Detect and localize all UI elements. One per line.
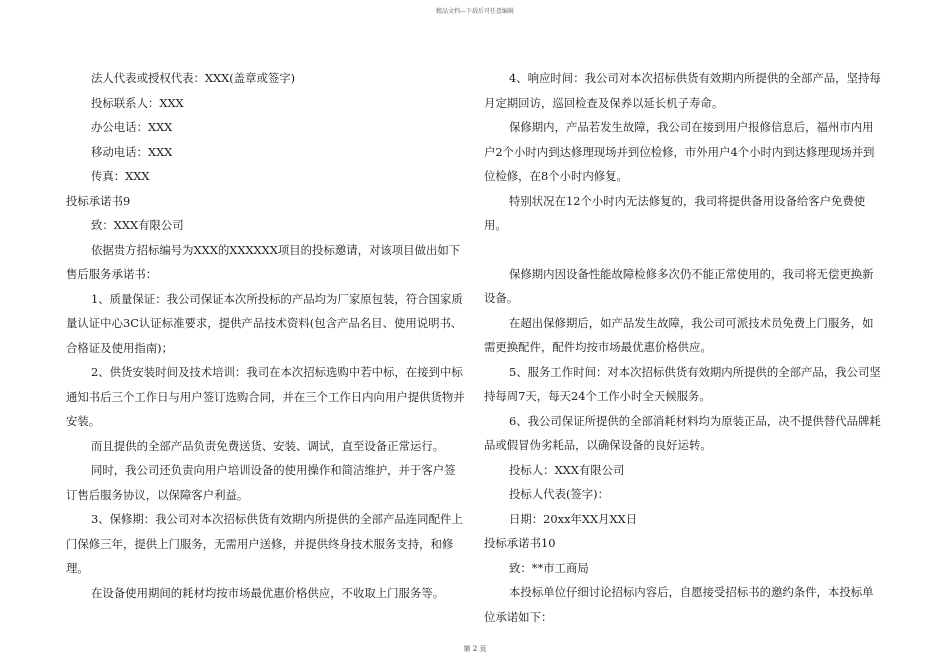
paragraph: 办公电话：XXX [91, 120, 173, 134]
paragraph: 投标承诺书9 [66, 193, 131, 208]
paragraph: 在超出保修期后，如产品发生故障，我公司可派技术员免费上门服务，如需更换配件，配件均按市场最优惠价格供应。 [484, 315, 874, 354]
paragraph: 投标联系人：XXX [91, 95, 184, 110]
paragraph: 移动电话：XXX [91, 144, 173, 159]
paragraph: 致：XXX有限公司 [91, 218, 184, 232]
paragraph: 法人代表或授权代表：XXX(盖章或签字) [91, 71, 296, 85]
paragraph: 同时，我公司还负责向用户培训设备的使用操作和简洁维护，并于客户签订售后服务协议，以保障客户利益。 [66, 463, 456, 502]
paragraph: 致：**市工商局 [509, 560, 589, 575]
page-number: 第 2 页 [463, 645, 487, 653]
blank-line [484, 238, 884, 262]
paragraph: 日期：20xx年XX月XX日 [509, 511, 638, 526]
right-column [484, 66, 884, 629]
paragraph: 投标人代表(签字)： [509, 487, 610, 501]
paragraph: 在设备使用期间的耗材均按市场最优惠价格供应，不收取上门服务等。 [91, 585, 445, 600]
paragraph: 投标人：XXX有限公司 [509, 462, 625, 477]
paragraph: 4、响应时间：我公司对本次招标供货有效期内所提供的全部产品，坚持每月定期回访，巡回检查及保养以延长机子寿命。 [484, 71, 881, 110]
left-column [66, 66, 466, 605]
paragraph: 2、供货安装时间及技术培训：我司在本次招标选购中若中标，在接到中标通知书后三个工作日与用户签订选购合同，并在三个工作日内向用户提供货物并安装。 [66, 365, 465, 428]
paragraph: 本投标单位仔细讨论招标内容后，自愿接受招标书的邀约条件，本投标单位承诺如下： [484, 585, 874, 624]
paragraph: 特别状况在12个小时内无法修复的，我司将提供备用设备给客户免费使用。 [484, 193, 866, 232]
page-header: 精品文档---下载后可任意编辑 [435, 8, 515, 15]
paragraph: 6、我公司保证所提供的全部消耗材料均为原装正品，决不提供替代品牌耗品或假冒伪劣耗品，以确保设备的良好运转。 [484, 413, 881, 452]
paragraph: 投标承诺书10 [484, 536, 556, 550]
paragraph: 保修期内因设备性能故障检修多次仍不能正常使用的，我司将无偿更换新设备。 [484, 266, 874, 305]
paragraph: 5、服务工作时间：对本次招标供货有效期内所提供的全部产品，我公司坚持每周7天，每天24个工作小时全天候服务。 [484, 364, 881, 403]
paragraph: 保修期内，产品若发生故障，我公司在接到用户报修信息后，福州市内用户2个小时内到达修理现场并到位检修，市外用户4个小时内到达修理现场并到位检修，在8个小时内修复。 [484, 120, 875, 183]
paragraph: 3、保修期：我公司对本次招标供货有效期内所提供的全部产品连同配件上门保修三年，提供上门服务，无需用户送修，并提供终身技术服务支持，和修理。 [66, 512, 463, 575]
paragraph: 依据贵方招标编号为XXX的XXXXXX项目的投标邀请，对该项目做出如下售后服务承诺书： [66, 242, 461, 281]
paragraph: 而且提供的全部产品负责免费送货、安装、调试，直至设备正常运行。 [91, 438, 445, 453]
paragraph: 传真：XXX [91, 169, 150, 183]
paragraph: 1、质量保证：我公司保证本次所投标的产品均为厂家原包装，符合国家质量认证中心3C认证标准要求，提供产品技术资料(包含产品名目、使用说明书、合格证及使用指南)； [66, 291, 463, 355]
